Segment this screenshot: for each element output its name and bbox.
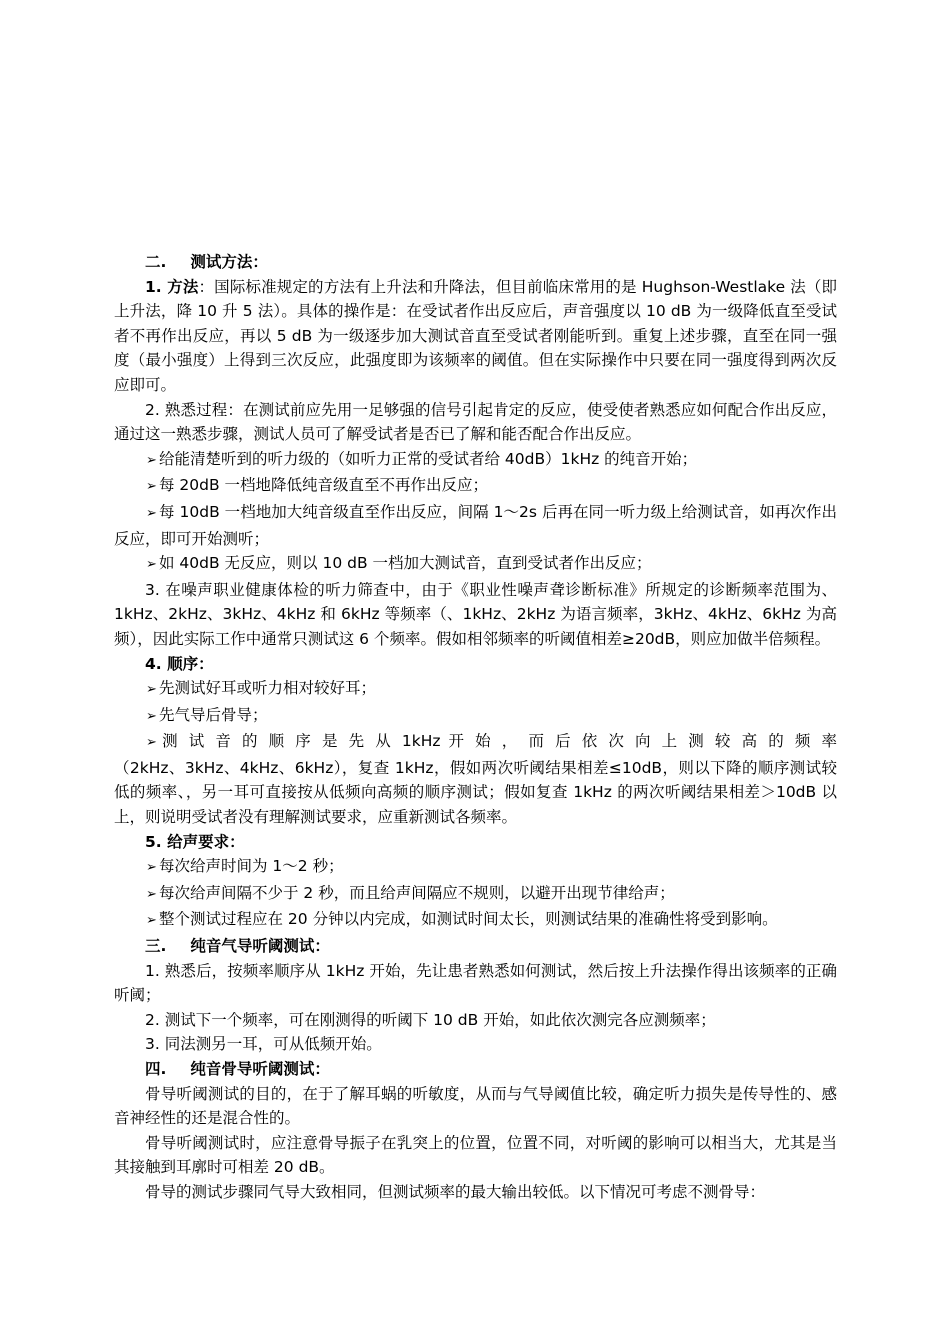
method-label: 1. 方法 <box>145 277 199 296</box>
heading-number: 二. <box>145 253 167 271</box>
bullet-item: ➢ 先气导后骨导； <box>114 703 837 730</box>
bullet-item: ➢ 每次给声时间为 1～2 秒； <box>114 854 837 881</box>
bone-conduction-paragraph-2: 骨导听阈测试时，应注意骨导振子在乳突上的位置，位置不同，对听阈的影响可以相当大，尤其是当其接触到耳廓时可相差 20 dB。 <box>114 1133 837 1177</box>
section-heading-4 <box>114 1057 837 1082</box>
arrow-bullet-icon: ➢ <box>146 860 157 876</box>
arrow-bullet-icon: ➢ <box>146 735 157 751</box>
bullet-item: ➢ 每次给声间隔不少于 2 秒，而且给声间隔应不规则，以避开出现节律给声； <box>114 881 837 908</box>
bone-conduction-paragraph-1: 骨导听阈测试的目的，在于了解耳蜗的听敏度，从而与气导阈值比较，确定听力损失是传导性的、感音神经性的还是混合性的。 <box>114 1084 837 1128</box>
arrow-bullet-icon: ➢ <box>146 913 157 929</box>
arrow-bullet-icon: ➢ <box>146 452 157 468</box>
document-body <box>114 250 837 1205</box>
heading-text: 纯音骨导听阈测试： <box>190 1060 330 1078</box>
heading-text: 纯音气导听阈测试： <box>190 937 330 956</box>
arrow-bullet-icon: ➢ <box>146 708 157 724</box>
bullet-item: ➢ 整个测试过程应在 20 分钟以内完成，如测试时间太长，则测试结果的准确性将受到影响。 <box>114 907 837 934</box>
bullet-item: ➢ 每 20dB 一档地降低纯音级直至不再作出反应； <box>114 473 837 500</box>
bullet-item: ➢ 如 40dB 无反应，则以 10 dB 一档加大测试音，直到受试者作出反应； <box>114 551 837 578</box>
bullet-item: ➢ 给能清楚听到的听力级的（如听力正常的受试者给 40dB）1kHz 的纯音开始； <box>114 447 837 474</box>
bullet-item: ➢ 每 10dB 一档地加大纯音级直至作出反应，间隔 1～2s 后再在同一听力级上给测试音，如再次作出反应，即可开始测听； <box>114 502 837 548</box>
heading-text: 测试方法： <box>190 253 268 271</box>
air-conduction-step-2: 2. 测试下一个频率，可在刚测得的听阈下 10 dB 开始，如此依次测完各应测频率； <box>145 1010 716 1029</box>
section-heading-3 <box>114 934 837 959</box>
arrow-bullet-icon: ➢ <box>146 682 157 698</box>
paragraph-method: 1. 方法：国际标准规定的方法有上升法和升降法，但目前临床常用的是 Hughson-Westlake 法（即上升法，降 10 升 5 法）。具体的操作是：在受试者作出反应后，声音强度以 10 dB 为一级降低直至受试者不再作出反应，再以 5 dB 为一级逐步加大测试音直至受试者刚能听到。重复上述步骤，直至在同一强度（最小强度）上得到三次反应，此强度即为该频率的阈值。但在实际操作中只要在同一强度得到两次反应即可。 <box>114 277 837 394</box>
arrow-bullet-icon: ➢ <box>146 505 157 521</box>
section-heading-order: 4. 顺序： <box>145 654 214 673</box>
bone-conduction-paragraph-3: 骨导的测试步骤同气导大致相同，但测试频率的最大输出较低。以下情况可考虑不测骨导： <box>145 1182 766 1201</box>
section-heading-sound: 5. 给声要求： <box>145 832 245 851</box>
paragraph-screening: 3. 在噪声职业健康体检的听力筛查中，由于《职业性噪声聋诊断标准》所规定的诊断频率范围为、1kHz、2kHz、3kHz、4kHz 和 6kHz 等频率（、1kHz、2kHz 为语言频率，3kHz、4kHz、6kHz 为高频），因此实际工作中通常只测试这 6 个频率。假如相邻频率的听阈值相差≥20dB，则应加做半倍频程。 <box>114 580 837 648</box>
heading-number: 三. <box>145 937 167 956</box>
bullet-item-continuation: （2kHz、3kHz、4kHz、6kHz），复查 1kHz，假如两次听阈结果相差≤10dB，则以下降的顺序测试较低的频率、，另一耳可直接按从低频向高频的顺序测试；假如复查 1kHz 的两次听阈结果相差＞10dB 以上，则说明受试者没有理解测试要求，应重新测试各频率。 <box>114 758 837 827</box>
section-heading-2 <box>114 250 837 275</box>
arrow-bullet-icon: ➢ <box>146 886 157 902</box>
heading-number: 四. <box>145 1060 167 1078</box>
arrow-bullet-icon: ➢ <box>146 557 157 573</box>
arrow-bullet-icon: ➢ <box>146 479 157 495</box>
paragraph-familiarize: 2. 熟悉过程：在测试前应先用一足够强的信号引起肯定的反应，使受使者熟悉应如何配合作出反应，通过这一熟悉步骤，测试人员可了解受试者是否已了解和能否配合作出反应。 <box>114 400 837 444</box>
air-conduction-step-1: 1. 熟悉后，按频率顺序从 1kHz 开始，先让患者熟悉如何测试，然后按上升法操作得出该频率的正确听阈； <box>114 961 837 1005</box>
air-conduction-step-3: 3. 同法测另一耳，可从低频开始。 <box>145 1035 382 1054</box>
bullet-item-first-line: ➢ 测 试 音 的 顺 序 是 先 从 1kHz 开 始 ， 而 后 依 次 向 上 测 较 高 的 频 率 <box>114 729 837 756</box>
bullet-item: ➢ 先测试好耳或听力相对较好耳； <box>114 676 837 703</box>
